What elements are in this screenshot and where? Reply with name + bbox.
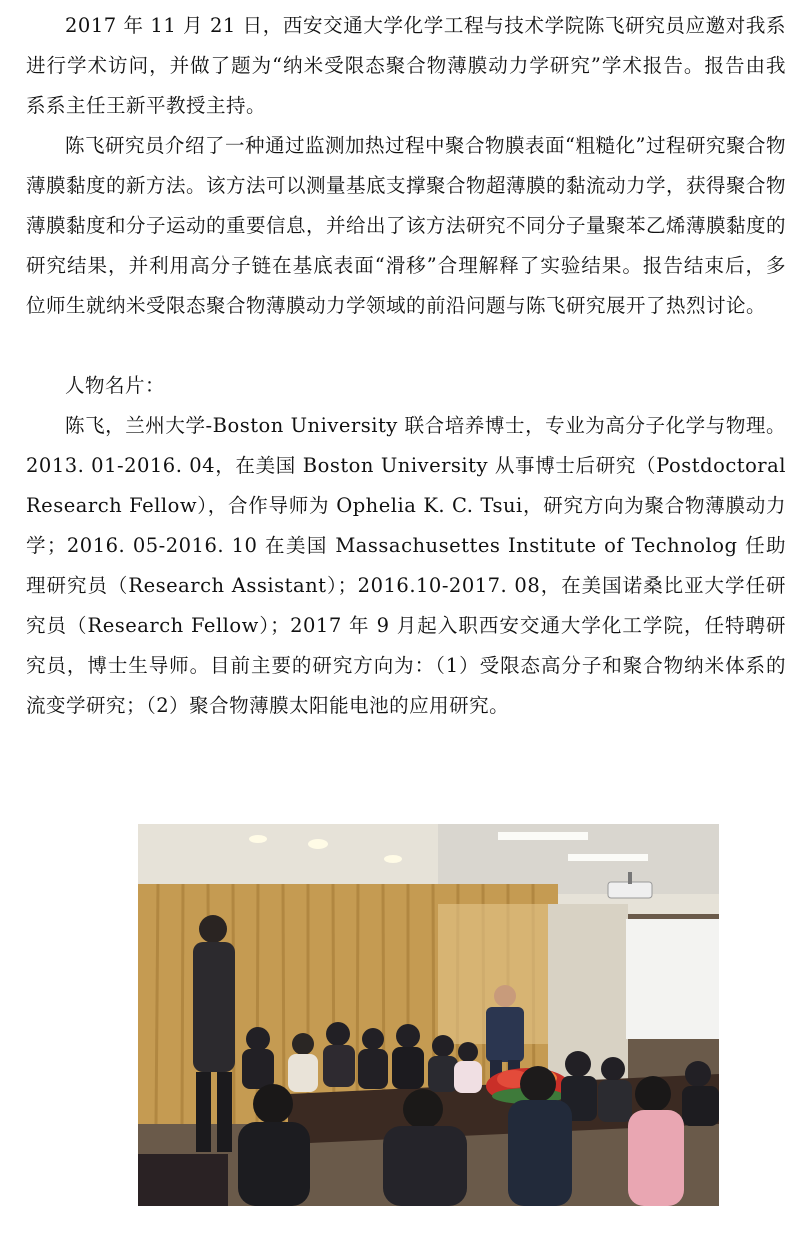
ceiling-light bbox=[249, 835, 267, 843]
article-body bbox=[26, 6, 786, 726]
projector bbox=[608, 882, 652, 898]
lecture-photo-illustration bbox=[138, 824, 719, 1206]
pink-jacket-attendee bbox=[628, 1110, 684, 1206]
ceiling-light bbox=[308, 839, 328, 849]
article-paragraph-report-summary: 陈飞研究员介绍了一种通过监测加热过程中聚合物膜表面“粗糙化”过程研究聚合物薄膜黏度的新方法。该方法可以测量基底支撑聚合物超薄膜的黏流动力学，获得聚合物薄膜黏度和分子运动的重要信息，并给出了该方法研究不同分子量聚苯乙烯薄膜黏度的研究结果，并利用高分子链在基底表面“滑移”合理解释了实验结果。报告结束后，多位师生就纳米受限态聚合物薄膜动力学领域的前沿问题与陈飞研究展开了热烈讨论。 bbox=[26, 134, 787, 317]
ceiling-light-panel bbox=[568, 854, 648, 861]
paragraph-spacer bbox=[26, 326, 786, 366]
article-paragraph-intro: 2017 年 11 月 21 日，西安交通大学化学工程与技术学院陈飞研究员应邀对我系进行学术访问，并做了题为“纳米受限态聚合物薄膜动力学研究”学术报告。报告由我系系主任王新平教授主持。 bbox=[26, 14, 786, 117]
lecture-photo bbox=[138, 824, 719, 1206]
projection-screen bbox=[626, 919, 719, 1039]
profile-heading: 人物名片： bbox=[65, 374, 166, 397]
ceiling-light-panel bbox=[498, 832, 588, 840]
profile-paragraph: 陈飞，兰州大学-Boston University 联合培养博士，专业为高分子化学与物理。2013. 01-2016. 04，在美国 Boston University 从事博士后研究（Postdoctoral Research Fellow），合作导师为 Ophelia K. C. Tsui，研究方向为聚合物薄膜动力学；2016. 05-2016. 10 在美国 Massachusettes Institute of Technolog 任助理研究员（Research Assistant）；2016.10-2017. 08，在美国诺桑比亚大学任研究员（Research Fellow）；2017 年 9 月起入职西安交通大学化工学院，任特聘研究员，博士生导师。目前主要的研究方向为：（1）受限态高分子和聚合物纳米体系的流变学研究；（2）聚合物薄膜太阳能电池的应用研究。 bbox=[26, 414, 786, 717]
ceiling-light bbox=[384, 855, 402, 863]
